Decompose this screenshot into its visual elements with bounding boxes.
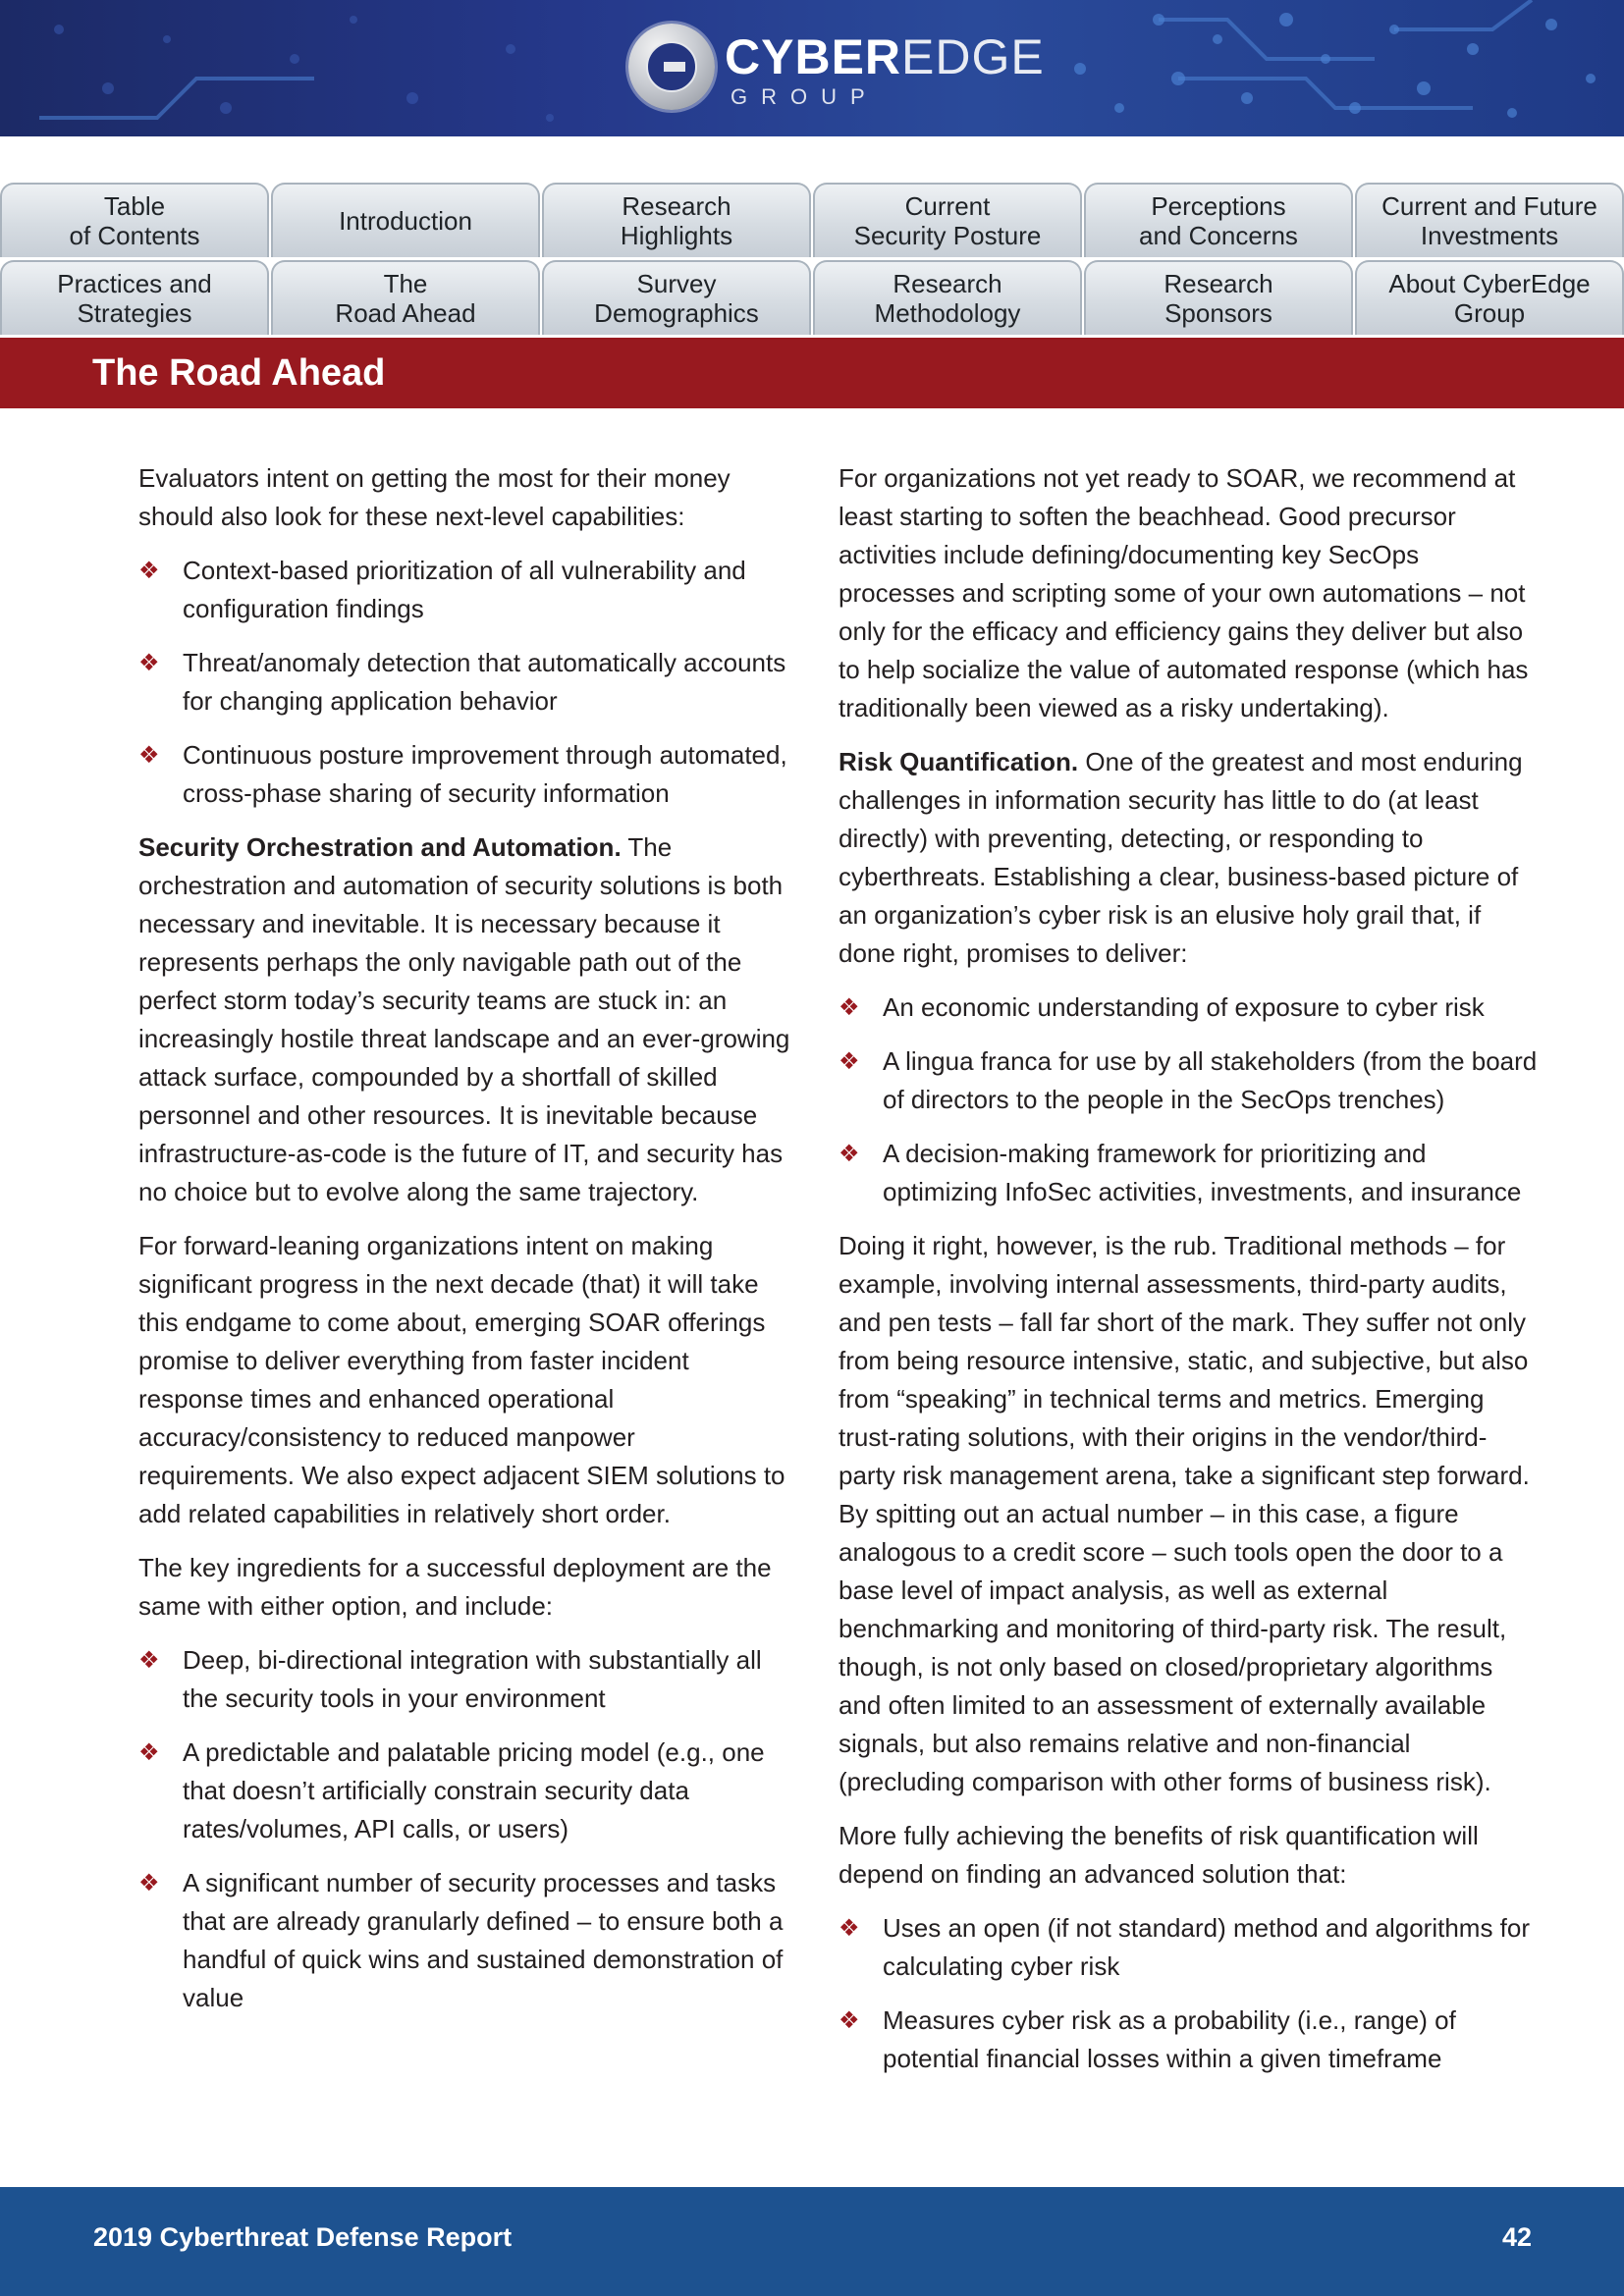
paragraph-lead: Security Orchestration and Automation. xyxy=(138,832,622,862)
tab-research-highlights[interactable]: Research Highlights xyxy=(542,183,811,257)
tab-research-sponsors[interactable]: Research Sponsors xyxy=(1084,260,1353,335)
page-footer xyxy=(0,2187,1624,2296)
list-item: ❖ Uses an open (if not standard) method and algorithms for calculating cyber risk xyxy=(839,1909,1541,1986)
diamond-bullet-icon: ❖ xyxy=(839,993,860,1021)
diamond-bullet-icon: ❖ xyxy=(839,1047,860,1075)
page-title: The Road Ahead xyxy=(92,352,386,394)
tab-research-methodology[interactable]: Research Methodology xyxy=(813,260,1082,335)
right-column xyxy=(839,459,1541,2094)
diamond-bullet-icon: ❖ xyxy=(839,1914,860,1942)
solution-list xyxy=(839,1909,1541,2078)
ingredients-list xyxy=(138,1641,790,2017)
logo-mark-icon xyxy=(628,24,715,110)
diamond-bullet-icon: ❖ xyxy=(839,1140,860,1167)
section-title-bar xyxy=(0,338,1624,408)
paragraph: Evaluators intent on getting the most for their money should also look for these next-level capabilities: xyxy=(138,463,731,531)
list-item: ❖ A decision-making framework for prioritizing and optimizing InfoSec activities, investments, and insurance xyxy=(839,1135,1541,1211)
list-item: ❖ A predictable and palatable pricing model (e.g., one that doesn’t artificially constrain security data rates/volumes, API calls, or users) xyxy=(138,1734,790,1848)
paragraph: The key ingredients for a successful deployment are the same with either option, and include: xyxy=(138,1553,772,1621)
benefits-list xyxy=(839,988,1541,1211)
list-item: ❖ Measures cyber risk as a probability (i.e., range) of potential financial losses within a given timeframe xyxy=(839,2002,1541,2078)
capabilities-list xyxy=(138,552,790,813)
diamond-bullet-icon: ❖ xyxy=(138,1646,160,1674)
list-item: ❖ A lingua franca for use by all stakeholders (from the board of directors to the people in the SecOps trenches) xyxy=(839,1042,1541,1119)
list-item: ❖ An economic understanding of exposure to cyber risk xyxy=(839,988,1541,1027)
paragraph: More fully achieving the benefits of risk quantification will depend on finding an advanced solution that: xyxy=(839,1821,1479,1889)
diamond-bullet-icon: ❖ xyxy=(138,741,160,769)
paragraph: Risk Quantification. One of the greatest and most enduring challenges in information security has little to do (at least directly) with preventing, detecting, or responding to cyberthreats. Establishing a clear, business-based picture of an organization’s cyber risk is an elusive holy grail that, if done right, promises to deliver: xyxy=(839,747,1523,968)
tab-introduction[interactable]: Introduction xyxy=(271,183,540,257)
diamond-bullet-icon: ❖ xyxy=(138,1738,160,1766)
list-item: ❖ A significant number of security processes and tasks that are already granularly defined – to ensure both a handful of quick wins and sustained demonstration of value xyxy=(138,1864,790,2017)
paragraph: For forward-leaning organizations intent on making significant progress in the next decade (that) it will take this endgame to come about, emerging SOAR offerings promise to deliver everything from faster incident response times and enhanced operational accuracy/consistency to reduced manpower requirements. We also expect adjacent SIEM solutions to add related capabilities in relatively short order. xyxy=(138,1231,785,1528)
tab-practices-and-strategies[interactable]: Practices and Strategies xyxy=(0,260,269,335)
list-item: ❖ Deep, bi-directional integration with substantially all the security tools in your environment xyxy=(138,1641,790,1718)
diamond-bullet-icon: ❖ xyxy=(839,2006,860,2034)
section-tabs xyxy=(0,183,1624,338)
diamond-bullet-icon: ❖ xyxy=(138,1869,160,1896)
logo-subtitle: GROUP xyxy=(731,84,879,109)
tab-the-road-ahead[interactable]: The Road Ahead xyxy=(271,260,540,335)
paragraph: Doing it right, however, is the rub. Traditional methods – for example, involving internal assessments, third-party audits, and pen tests – fall far short of the mark. They suffer not only from being resource intensive, static, and subjective, but also from “speaking” in technical terms and metrics. Emerging trust-rating solutions, with their origins in the vendor/third-party risk management arena, take a significant step forward. By spitting out an actual number – in this case, a figure analogous to a credit score – such tools open the door to a base level of impact analysis, as well as external benchmarking and monitoring of third-party risk. The result, though, is not only based on closed/proprietary algorithms and often limited to an assessment of externally available signals, but also remains relative and non-financial (precluding comparison with other forms of business risk). xyxy=(839,1231,1530,1796)
list-item: ❖ Context-based prioritization of all vulnerability and configuration findings xyxy=(138,552,790,628)
cyberedge-logo xyxy=(628,24,1045,114)
tab-current-security-posture[interactable]: Current Security Posture xyxy=(813,183,1082,257)
tab-current-and-future-investments[interactable]: Current and Future Investments xyxy=(1355,183,1624,257)
paragraph: For organizations not yet ready to SOAR, we recommend at least starting to soften the beachhead. Good precursor activities include defining/documenting key SecOps processes and scripting some of your own automations – not only for the efficacy and efficiency gains they deliver but also to help socialize the value of automated response (which has traditionally been viewed as a risky undertaking). xyxy=(839,463,1529,722)
paragraph-lead: Risk Quantification. xyxy=(839,747,1079,776)
header-banner xyxy=(0,0,1624,136)
list-item: ❖ Threat/anomaly detection that automatically accounts for changing application behavior xyxy=(138,644,790,721)
report-title: 2019 Cyberthreat Defense Report xyxy=(93,2222,513,2252)
tab-about-cyberedge-group[interactable]: About CyberEdge Group xyxy=(1355,260,1624,335)
diamond-bullet-icon: ❖ xyxy=(138,557,160,584)
diamond-bullet-icon: ❖ xyxy=(138,649,160,676)
left-column xyxy=(138,459,790,2033)
tab-table-of-contents[interactable]: Table of Contents xyxy=(0,183,269,257)
tab-perceptions-and-concerns[interactable]: Perceptions and Concerns xyxy=(1084,183,1353,257)
tab-survey-demographics[interactable]: Survey Demographics xyxy=(542,260,811,335)
logo-wordmark: CYBEREDGE xyxy=(725,29,1045,84)
page-number: 42 xyxy=(1501,2222,1532,2252)
paragraph: Security Orchestration and Automation. The orchestration and automation of security solutions is both necessary and inevitable. It is necessary because it represents perhaps the only navigable path out of the perfect storm today’s security teams are stuck in: an increasingly hostile threat landscape and an ever-growing attack surface, compounded by a shortfall of skilled personnel and other resources. It is inevitable because infrastructure-as-code is the future of IT, and security has no choice but to evolve along the same trajectory. xyxy=(138,832,790,1206)
list-item: ❖ Continuous posture improvement through automated, cross-phase sharing of security information xyxy=(138,736,790,813)
